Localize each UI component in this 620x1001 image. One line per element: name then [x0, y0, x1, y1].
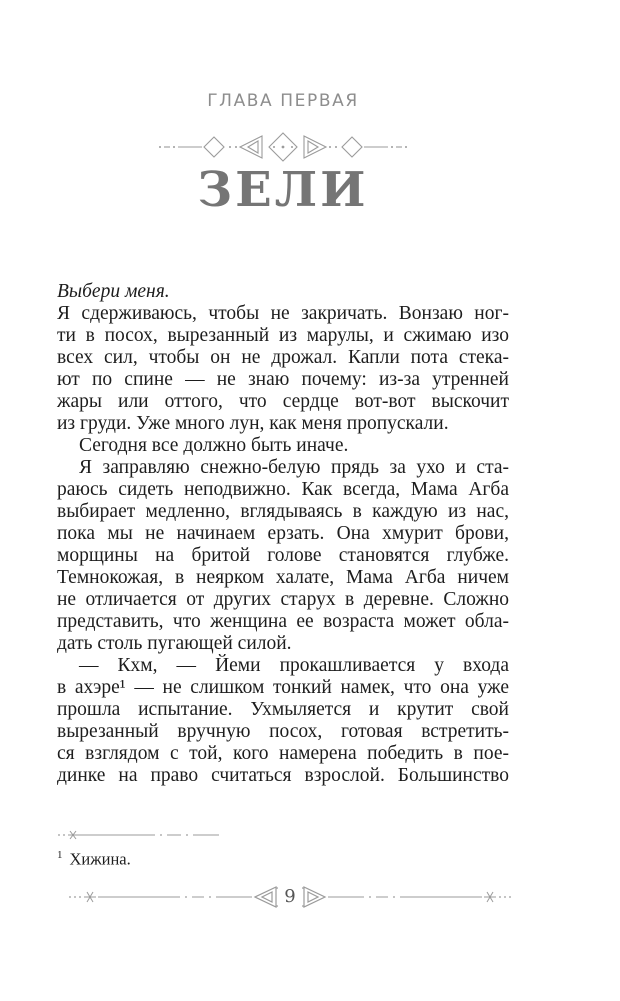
body-line: Сегодня все должно быть иначе.: [79, 435, 349, 456]
body-line: представить, что женщина ее возраста может обла-: [57, 611, 509, 632]
body-line: ся взглядом с той, кого намерена победить в пое-: [57, 743, 509, 764]
body-line: из груди. Уже много лун, как меня пропускали.: [57, 413, 449, 434]
chapter-label: ГЛАВА ПЕРВАЯ: [207, 91, 359, 111]
footnote-separator: [57, 826, 219, 838]
page-number: 9: [284, 886, 296, 907]
body-line: Я заправляю снежно-белую прядь за ухо и ста-: [79, 457, 509, 478]
body-line: — Кхм, — Йеми прокашливается у входа: [79, 655, 509, 676]
body-line: вырезанный вручную посох, готовая встретить-: [57, 721, 509, 742]
body-line: пока мы не начинаем ерзать. Она хмурит брови,: [57, 523, 509, 544]
chapter-title: ЗЕЛИ: [197, 162, 369, 218]
footnote: [57, 844, 509, 871]
diamond-triangle-divider-icon: [158, 131, 408, 163]
body-line: динке на право считаться взрослой. Большинство: [57, 765, 509, 786]
body-line: всех сил, чтобы он не дрожал. Капли пота стека-: [57, 347, 509, 368]
dots-asterisk-dash-rule-icon: [68, 887, 252, 907]
nested-triangle-left-icon: [252, 885, 278, 909]
body-line: Темнокожая, в неярком халате, Мама Агба ничем: [57, 567, 509, 588]
body-line: раюсь сидеть неподвижно. Как всегда, Мама Агба: [57, 479, 509, 500]
nested-triangle-right-icon: [302, 885, 328, 909]
body-line: Я сдерживаюсь, чтобы не закричать. Вонзаю ног-: [57, 303, 509, 324]
footnote-marker: 1: [57, 849, 63, 861]
body-line: выбирает медленно, вглядываясь в каждую из нас,: [57, 501, 509, 522]
body-line: не отличается от других старух в деревне. Сложно: [57, 589, 509, 610]
body-line: в ахэре¹ — не слишком тонкий намек, что она уже: [57, 677, 509, 698]
body-line: дать столь пугающей силой.: [57, 633, 292, 654]
body-line: ют по спине — не знаю почему: из-за утренней: [57, 369, 509, 390]
asterisk-dash-rule-icon: [57, 829, 219, 841]
dash-asterisk-dots-rule-icon: [328, 887, 512, 907]
body-line: Выбери меня.: [57, 281, 170, 302]
chapter-ornament: [57, 131, 509, 163]
page-footer: [62, 884, 518, 910]
body-line: ти в посох, вырезанный из марулы, и сжимаю изо: [57, 325, 509, 346]
body-line: морщины на бритой голове становятся глубже.: [57, 545, 509, 566]
body-text: [57, 281, 509, 787]
body-line: прошла испытание. Ухмыляется и крутит свой: [57, 699, 509, 720]
body-line: жары или оттого, что сердце вот-вот выскочит: [57, 391, 509, 412]
footnote-text: Хижина.: [69, 849, 131, 869]
